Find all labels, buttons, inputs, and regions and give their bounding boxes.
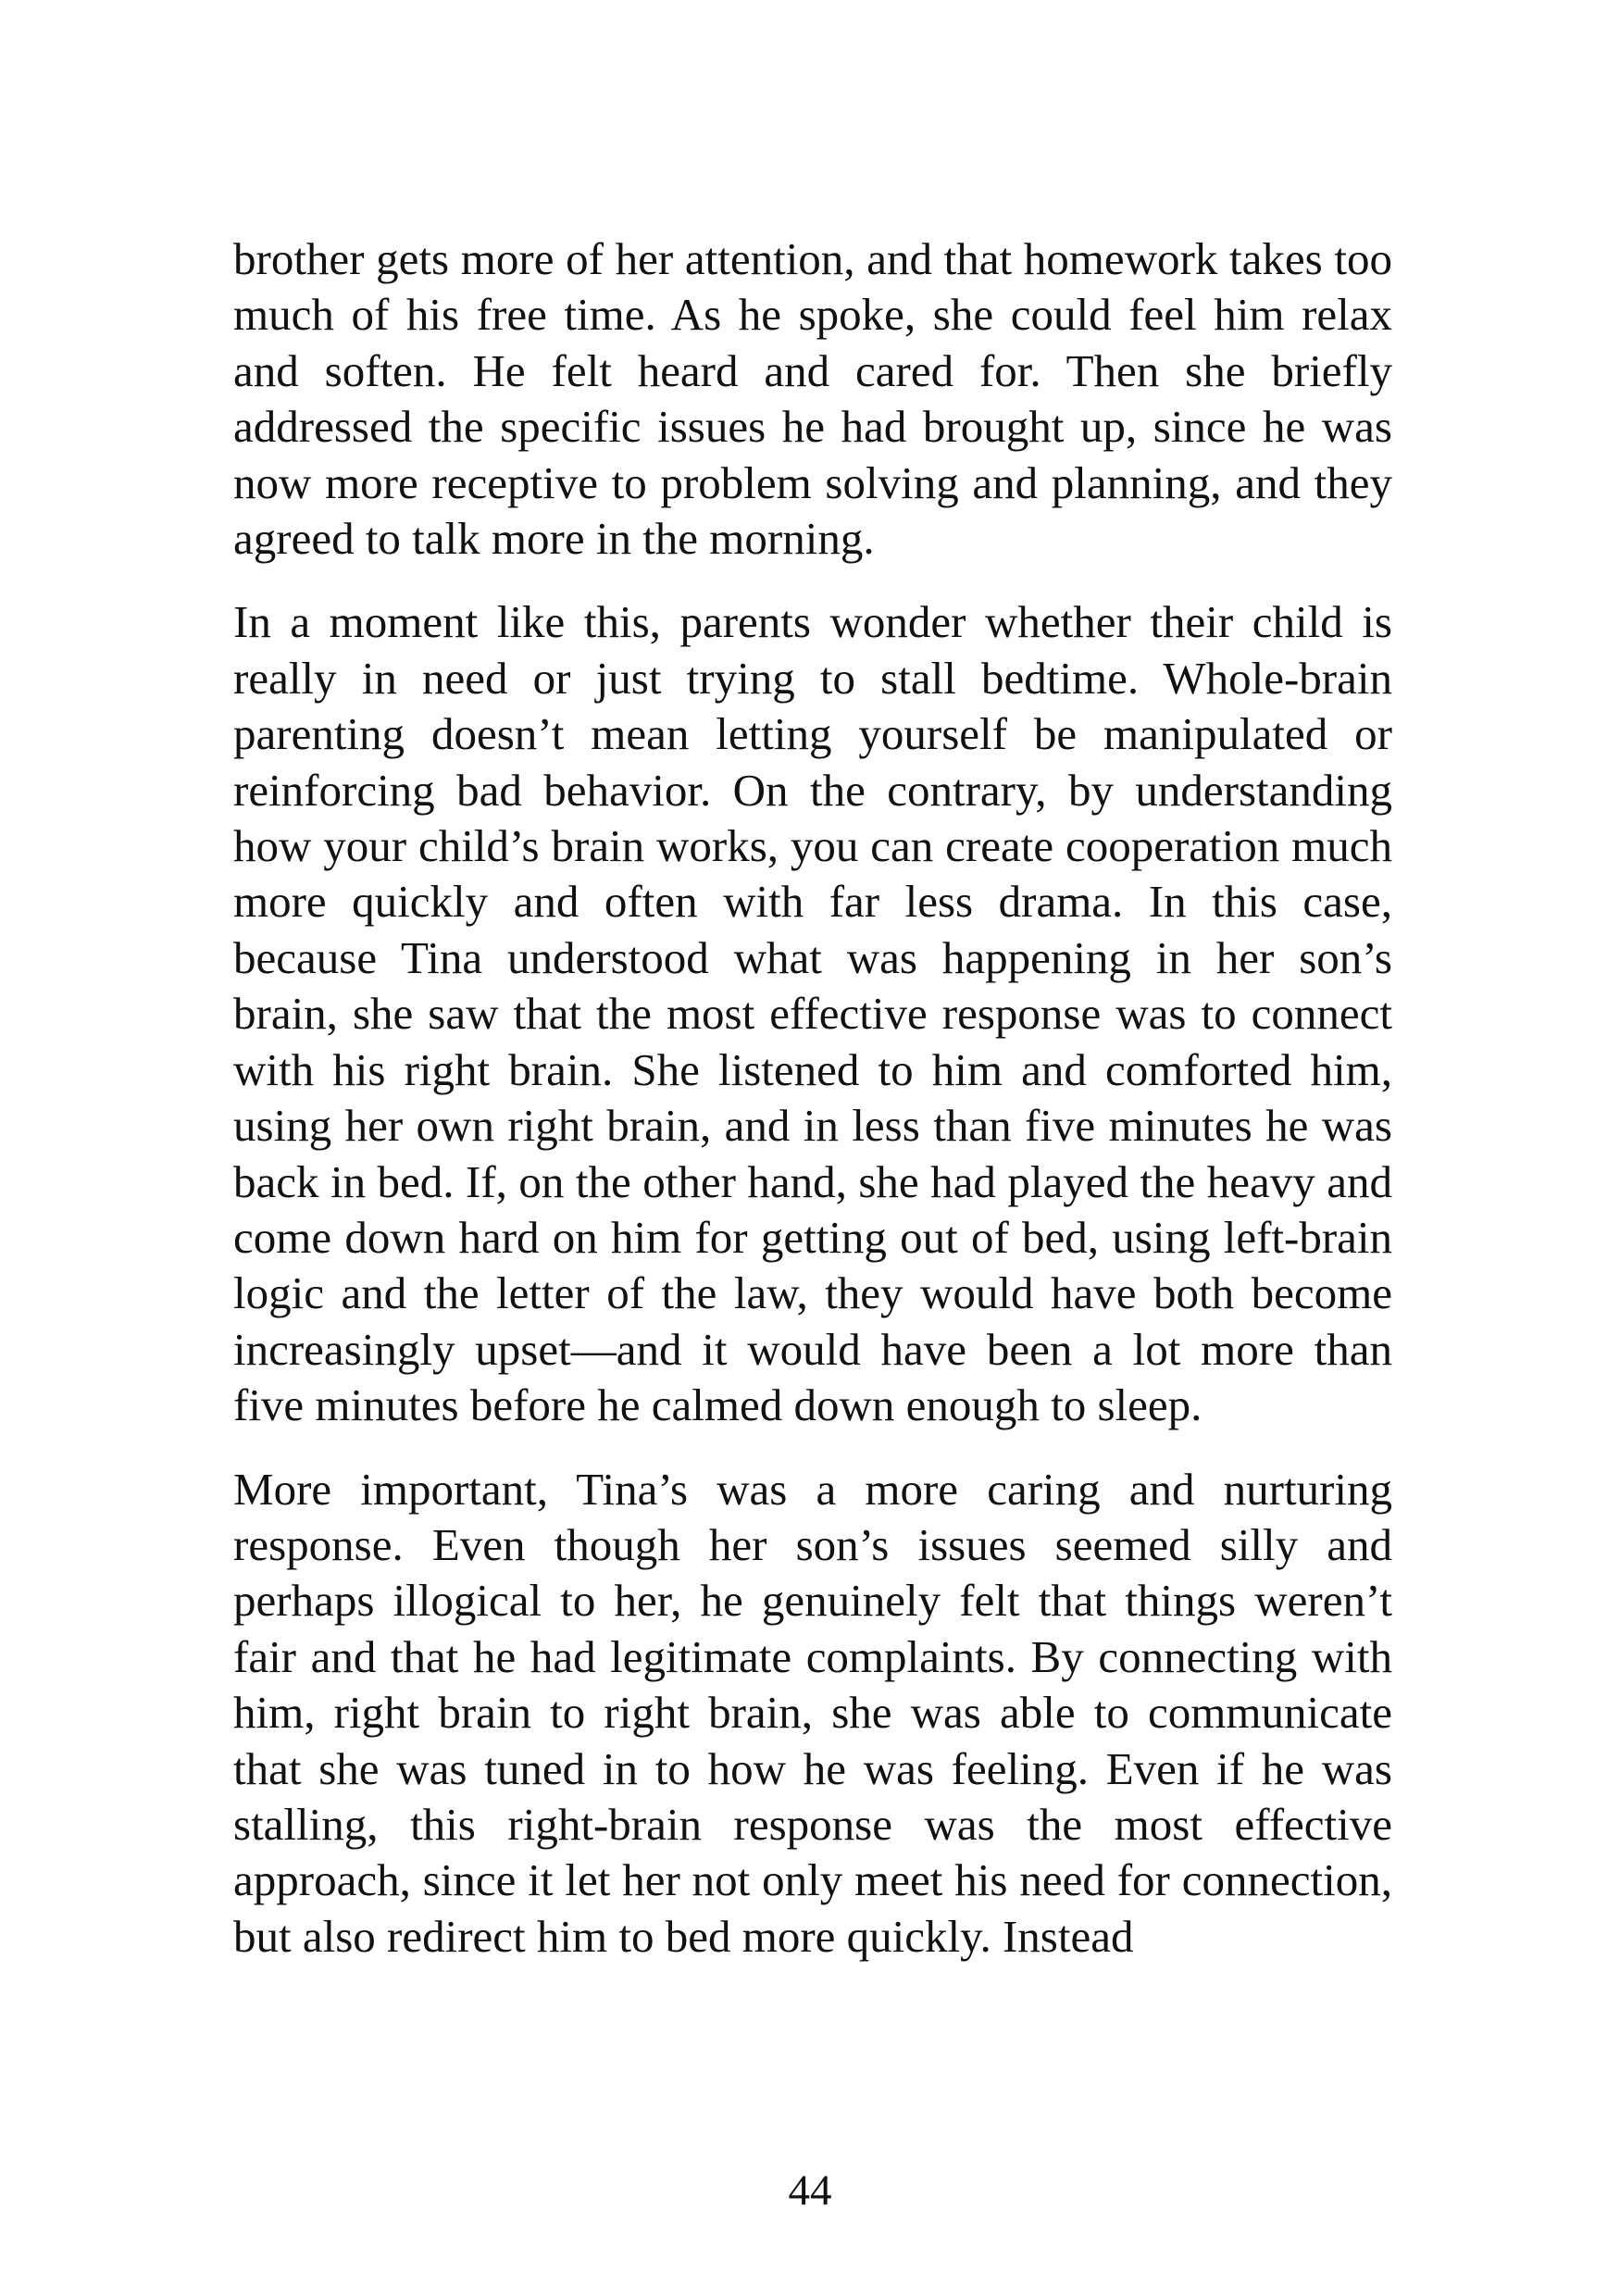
paragraph-2: In a moment like this, parents wonder whether their child is really in need or just trying to stall bedtime. Whole-brain parenting doesn’t mean letting yourself be manipulated or reinforcing bad behavior. On the contrary, by understanding how your child’s brain works, you can create cooperation much more quickly and often with far less drama. In this case, because Tina understood what was happening in her son’s brain, she saw that the most effective response was to connect with his right brain. She listened to him and comforted him, using her own right brain, and in less than five minutes he was back in bed. If, on the other hand, she had played the heavy and come down hard on him for getting out of bed, using left-brain logic and the letter of the law, they would have both become increasingly upset—and it would have been a lot more than five minutes before he calmed down enough to sleep. <box>233 596 1392 1431</box>
paragraph-3: More important, Tina’s was a more caring and nurturing response. Even though her son’s issues seemed silly and perhaps illogical to her, he genuinely felt that things weren’t fair and that he had legitimate complaints. By connecting with him, right brain to right brain, she was able to communicate that she was tuned in to how he was feeling. Even if he was stalling, this right-brain response was the most effective approach, since it let her not only meet his need for connection, but also redirect him to bed more quickly. Instead <box>233 1463 1392 1962</box>
paragraph-1: brother gets more of her attention, and that homework takes too much of his free time. As he spoke, she could feel him relax and soften. He felt heard and cared for. Then she briefly addressed the specific issues he had brought up, since he was now more receptive to problem solving and planning, and they agreed to talk more in the morning. <box>233 233 1392 565</box>
page-number: 44 <box>788 2166 832 2215</box>
body-text <box>233 231 1392 1992</box>
